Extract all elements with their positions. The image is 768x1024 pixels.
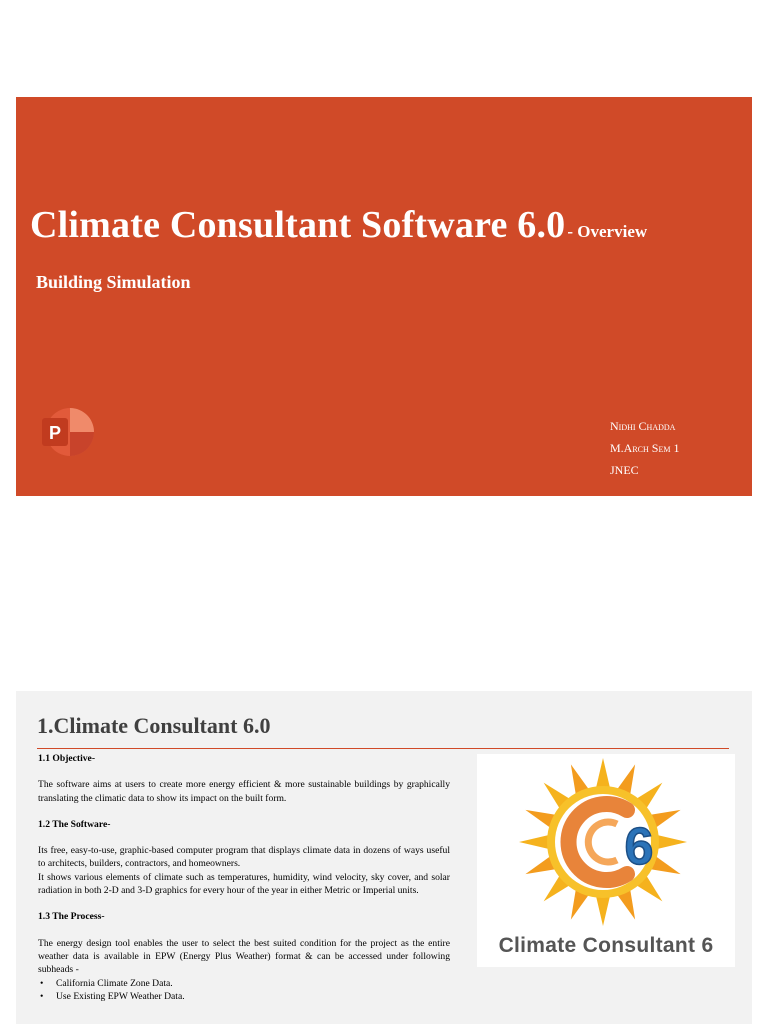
heading-divider	[37, 748, 729, 749]
author-institute: JNEC	[610, 463, 639, 477]
section-heading-software: 1.2 The Software-	[38, 818, 111, 830]
section-text-objective: The software aims at users to create more energy efficient & more sustainable buildings by graphically translating the climatic data to show its impact on the built form.	[38, 779, 450, 804]
section-text-process: The energy design tool enables the user to select the best suited condition for the project as the entire weather data is available in EPW (Energy Plus Weather) format & can be accessed under following subheads -	[38, 937, 450, 976]
sun-ray	[654, 834, 687, 849]
section-text-software-2: It shows various elements of climate such as temperatures, humidity, wind velocity, sky cover, and solar radiation in both 2-D and 3-D graphics for every hour of the year in either Metric or Imperial units.	[38, 871, 450, 897]
section-heading-process: 1.3 The Process-	[38, 911, 105, 923]
slide-subtitle: Building Simulation	[36, 272, 191, 292]
logo-numeral: 6	[624, 818, 654, 876]
slide2-heading: 1.Climate Consultant 6.0	[37, 713, 271, 738]
author-course: M.Arch Sem 1	[610, 441, 680, 455]
author-block	[610, 415, 679, 481]
section-text-software-1: Its free, easy-to-use, graphic-based computer program that displays climate data in dozens of ways useful to architects, builders, contractors, and homeowners.	[38, 845, 450, 870]
sun-ray	[595, 893, 610, 926]
sun-ray	[519, 834, 552, 849]
sun-ray	[595, 758, 610, 791]
slide-title-suffix: - Overview	[567, 222, 648, 241]
slide-title	[30, 203, 647, 247]
svg-text:P: P	[48, 423, 62, 443]
title-slide	[16, 97, 752, 496]
slide-title-main: Climate Consultant Software 6.0	[30, 204, 566, 246]
list-item: • California Climate Zone Data.	[56, 977, 450, 990]
process-list	[38, 977, 450, 1004]
powerpoint-icon	[40, 408, 96, 460]
logo-caption: Climate Consultant 6	[498, 934, 714, 957]
author-name: Nidhi Chadda	[610, 419, 676, 433]
section-heading-objective: 1.1 Objective-	[38, 753, 96, 764]
content-slide	[16, 691, 752, 1024]
climate-consultant-logo	[477, 754, 735, 967]
slide2-body	[38, 752, 450, 1003]
list-item: • Use Existing EPW Weather Data.	[56, 990, 450, 1003]
sun-logo-icon	[477, 754, 735, 932]
